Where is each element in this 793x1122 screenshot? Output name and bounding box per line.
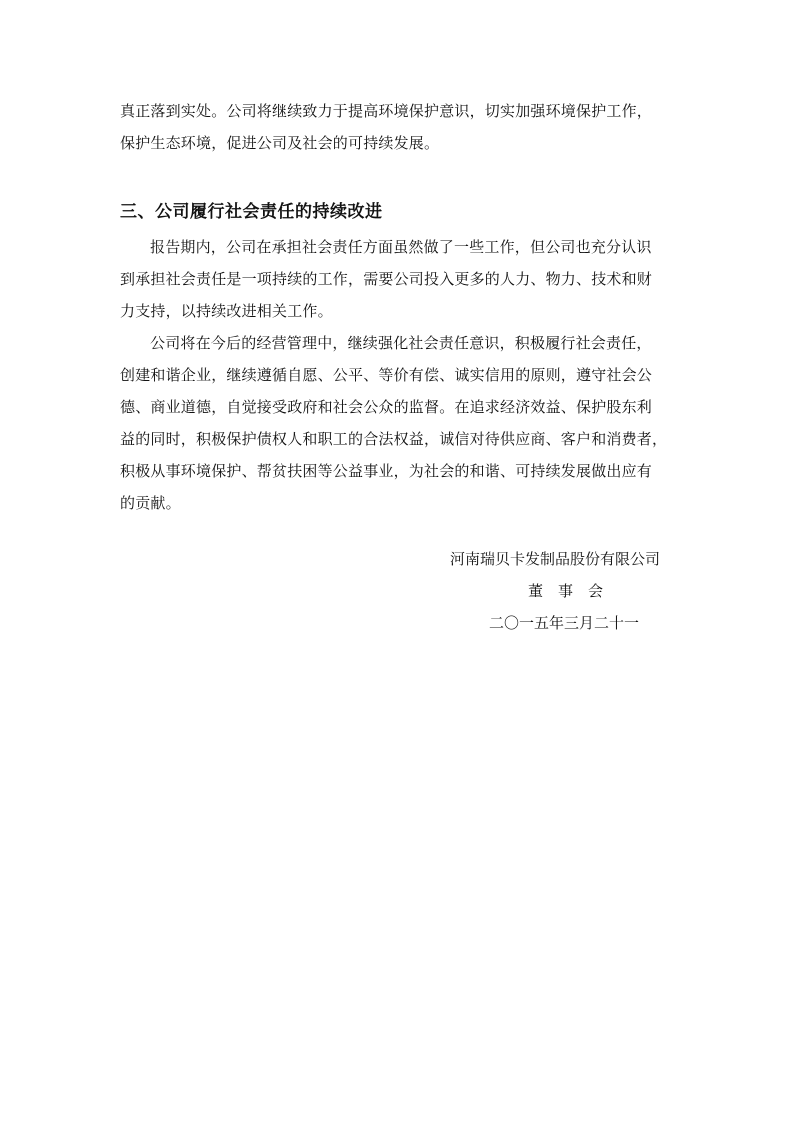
para2-line-3: 德、商业道德，自觉接受政府和社会公众的监督。在追求经济效益、保护股东利 [120,398,653,416]
intro-line-2: 保护生态环境，促进公司及社会的可持续发展。 [120,134,440,152]
para1-line-2: 到承担社会责任是一项持续的工作，需要公司投入更多的人力、物力、技术和财 [120,270,653,288]
para2-line-5: 积极从事环境保护、帮贫扶困等公益事业，为社会的和谐、可持续发展做出应有 [120,462,653,480]
signature-date: 二〇一五年三月二十一 [489,614,640,632]
para2-line-6: 的贡献。 [120,494,181,512]
para2-line-4: 益的同时，积极保护债权人和职工的合法权益，诚信对待供应商、客户和消费者， [120,430,668,448]
para1-line-3: 力支持，以持续改进相关工作。 [120,302,333,320]
section-heading: 三、公司履行社会责任的持续改进 [120,202,383,222]
para1-line-1: 报告期内，公司在承担社会责任方面虽然做了一些工作，但公司也充分认识 [150,238,652,256]
signature-board: 董 事 会 [528,582,604,600]
para2-line-1: 公司将在今后的经营管理中，继续强化社会责任意识，积极履行社会责任， [150,334,652,352]
signature-company: 河南瑞贝卡发制品股份有限公司 [450,550,661,568]
para2-line-2: 创建和谐企业，继续遵循自愿、公平、等价有偿、诚实信用的原则，遵守社会公 [120,366,653,384]
intro-line-1: 真正落到实处。公司将继续致力于提高环境保护意识，切实加强环境保护工作， [120,102,653,120]
